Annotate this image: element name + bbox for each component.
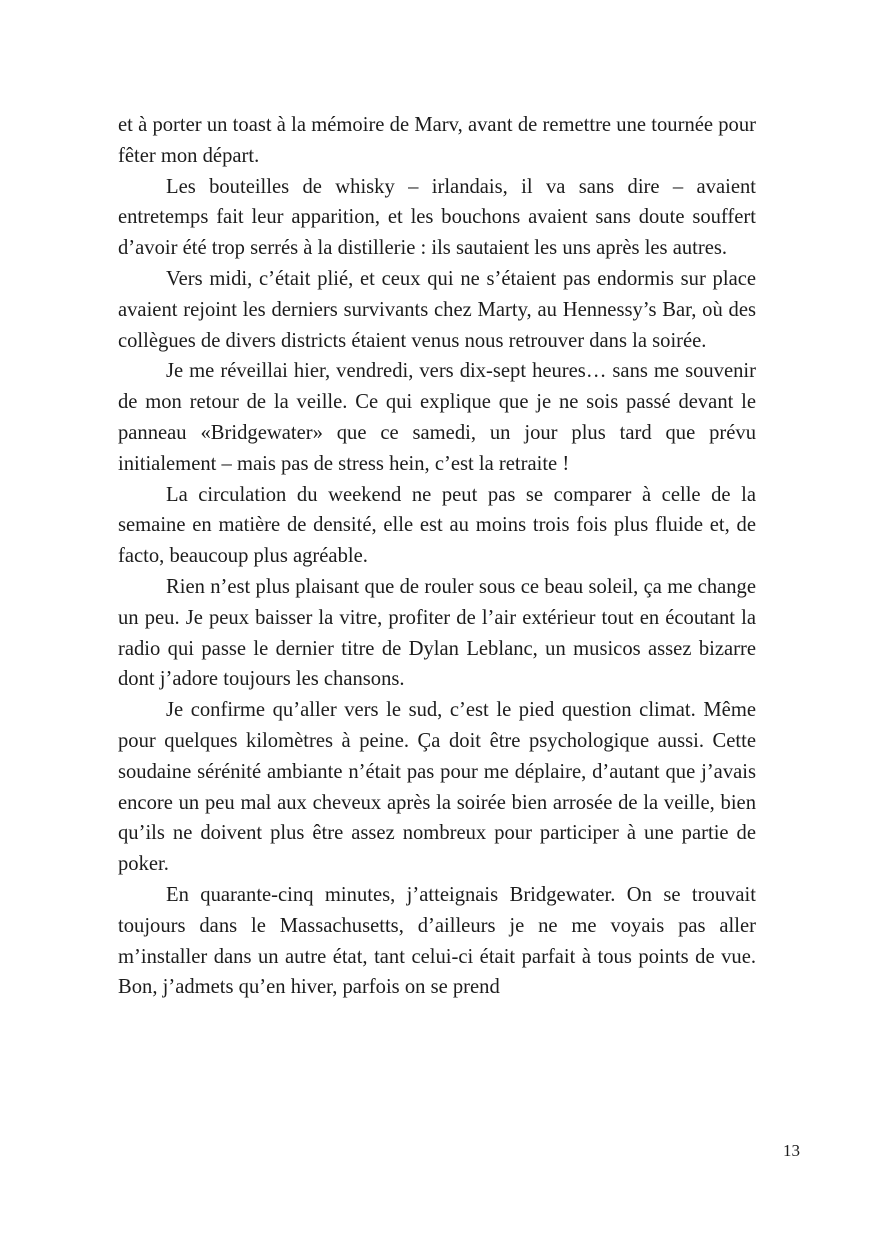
- paragraph-8: En quarante-cinq minutes, j’atteignais Bridgewater. On se trouvait toujours dans le Massachusetts, d’ailleurs je ne me voyais pas aller m’installer dans un autre état, tant celui-ci était parfait à tous points de vue. Bon, j’admets qu’en hiver, parfois on se prend: [118, 883, 756, 999]
- page-number: 13: [783, 1141, 800, 1160]
- paragraph-4: Je me réveillai hier, vendredi, vers dix-sept heures… sans me souvenir de mon retour de la veille. Ce qui explique que je ne sois passé devant le panneau «Bridgewater» que ce samedi, un jour plus tard que prévu initialement – mais pas de stress hein, c’est la retraite !: [118, 360, 756, 475]
- paragraph-6: Rien n’est plus plaisant que de rouler sous ce beau soleil, ça me change un peu. Je peux baisser la vitre, profiter de l’air extérieur tout en écoutant la radio qui passe le dernier titre de Dylan Leblanc, un musicos assez bizarre dont j’adore toujours les chansons.: [118, 575, 756, 691]
- paragraph-5: La circulation du weekend ne peut pas se comparer à celle de la semaine en matière de densité, elle est au moins trois fois plus fluide et, de facto, beaucoup plus agréable.: [118, 483, 756, 568]
- paragraph-1: et à porter un toast à la mémoire de Marv, avant de remettre une tournée pour fêter mon départ.: [118, 114, 756, 167]
- body-text: [118, 110, 756, 1003]
- paragraph-2: Les bouteilles de whisky – irlandais, il va sans dire – avaient entretemps fait leur apparition, et les bouchons avaient sans doute souffert d’avoir été trop serrés à la distillerie : ils sautaient les uns après les autres.: [118, 175, 756, 260]
- paragraph-7: Je confirme qu’aller vers le sud, c’est le pied question climat. Même pour quelques kilomètres à peine. Ça doit être psychologique aussi. Cette soudaine sérénité ambiante n’était pas pour me déplaire, d’autant que j’avais encore un peu mal aux cheveux après la soirée bien arrosée de la veille, bien qu’ils ne doivent plus être assez nombreux pour participer à une partie de poker.: [118, 699, 756, 876]
- paragraph-3: Vers midi, c’était plié, et ceux qui ne s’étaient pas endormis sur place avaient rejoint les derniers survivants chez Marty, au Hennessy’s Bar, où des collègues de divers districts étaient venus nous retrouver dans la soirée.: [118, 267, 756, 352]
